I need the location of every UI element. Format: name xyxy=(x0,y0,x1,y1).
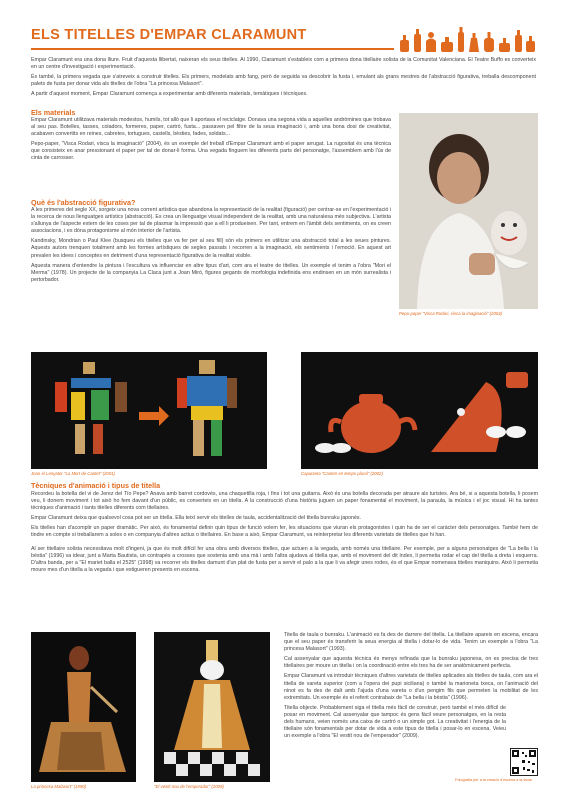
portrait-photo xyxy=(399,113,538,309)
title-divider xyxy=(31,48,394,50)
table-puppet-text xyxy=(284,632,538,743)
table-paragraph: Empar Claramunt va introduir tècniques d'altres varietats de titelles aplicades als titelles de taula, com ara el titella de vareta superior (com a l'opera dei pupi siciliana) o també la marioneta txeca, on l'animació del ninot es fa des de dalt amb l'ajuda d'una vareta o d'un pengim fils que permeten la mobilitat de les extremitats. Un exemple és el referit contrabaix de "La bella i la bèstia" (1996). xyxy=(284,673,538,701)
materials-paragraph: Empar Claramunt utilitzava materials modestos, humils, tot allò que li aportava el reciclatge. Donava una segona vida a aquelles andròmines que trobava al seu pas. Botelles, tasses, coladors, formeres, paper, cartró, fusta... passaven pel filtre de la seua imaginació i, amb una bona dosi de creativitat, acabaven convertits en reines, cabretes, tortugues, castells, bèsties, fades, soldats... xyxy=(31,117,391,138)
table-paragraph: Titella objecte. Probablement siga el titella més fàcil de construir, però també el més difícil de posar en moviment. Cal assenyalar que tampoc és gens fàcil veure personatges, en la resta dels humans, veien només una caixa de cartró o un simple got. La creativitat i l'energia de la titellaire són fonamentals per dotar de vida a este tipus de titella i posar-lo en escena. Veieu un exemple a l'obra "El vestit nou de l'emperador" (2009). xyxy=(284,704,506,740)
intro-text xyxy=(31,57,536,101)
wood-puppet-caption: Joan el Lenyator "La Mort de Cantet" (2001) xyxy=(31,471,116,476)
teapot-puppet-caption: Caputxeta "Canten en temps plural" (2002) xyxy=(301,471,383,476)
intro-paragraph: És també, la primera vegada que s'atreveix a construir titelles. Els primers, modelats amb fang, però de seguida va descobrir la fusta i, emulant als grans mestres de l'abstracció figurativa, treballa descomponent palets de fusta per donar vida als titelles de l'obra "La princesa Malasort". xyxy=(31,74,536,88)
princess-caption: La princesa Malasort" (1990) xyxy=(31,784,87,789)
qr-code[interactable] xyxy=(510,748,538,776)
intro-paragraph: Empar Claramunt era una dona lliure. Fruit d'aquesta llibertat, naixeran els seus titelles. Al 1990, Claramunt s'estableix com a primera dona titellaire solista de la Comunitat Valenciana. El Teatre Buffo es converteix en un centre d'investigació i experimentació. xyxy=(31,57,536,71)
princess-puppet-photo xyxy=(31,632,136,782)
materials-heading: Els materials xyxy=(31,108,76,117)
qr-note: Fotografia per a la creació d'escena a la taula xyxy=(455,778,532,782)
puppet-bottles-icon xyxy=(398,26,538,52)
abstraction-paragraph: Kandinsky, Mondrian o Paul Klee (busqueu els titelles que va fer per al seu fill) són els primers en utilitzar una abstracció total a les seues pintures. Aquests autors trenquen totalment amb les formes artístiques de segles passats i recorren a la imaginació, els sentiments i l'emoció. En aquest art prevalen les idees i conceptes en detriment d'una representació figurativa de la realitat visible. xyxy=(31,238,391,259)
intro-paragraph: A partir d'aquest moment, Empar Claramunt comença a experimentar amb diferents materials, temàtiques i tècniques. xyxy=(31,91,308,98)
abstraction-paragraph: Aquesta manera d'entendre la pintura i l'escultura va influenciar en altre tipus d'art, com ara el teatre de titelles. Un exemple el tenim a l'obra "Mori el Merma" (1978). Un projecte de la companyia La Claca junt a Joan Miró, figures gegants de morfologia indefinida ens endinsen en un món surrealista i pertorbador. xyxy=(31,262,391,283)
portrait-caption: Pepo-paper "Visca Rodari, visca la imaginació" (2004) xyxy=(399,311,503,316)
table-paragraph: Titella de taula o bunraku. L'animació es fa des de darrere del titella. La titellaire apareix en escena, encara que el seu paper és transferir la seua energia al titella i dotar-lo de vida. Tenim un exemple a l'obra "La princesa Malasort" (1993). xyxy=(284,632,538,653)
page-title: ELS TITELLES D'EMPAR CLARAMUNT xyxy=(31,27,307,43)
techniques-heading: Tècniques d'animació i tipus de titella xyxy=(31,481,161,490)
emperor-caption: "El vestit nou de l'emperador" (2009) xyxy=(154,784,224,789)
techniques-paragraph: Al ser titellaire solista necessitava molt d'ingeni, ja que és molt difícil fer una obra amb diversos titelles, que actuen a la vegada, amb només una titellaire. Per exemple, per a alguns personatges de "La bella i la bèstia" (1996) va idear, junt a Marta Bautista, un contrapès a crosses que sostenia amb una mà i amb l'altra ajudava al titella que, amb el moviment del dit índex, li permetia rodar el cap del titella a dreta i esquerra. D'altra banda, per a "El mariet balla el 2525" (1998) va recorrer els titelles damunt d'un plat de fusta per a servir el palo a la que li va afegir unes rodes, és el que Empar nomenava titelles maniquins. Això li permetia moure mes d'un titella a la vegada i que estigueren presents en escena. xyxy=(31,545,538,573)
materials-text xyxy=(31,117,391,166)
materials-paragraph: Pepo-paper, "Visca Rodari, visca la imaginació" (2004), és un exemple del treball d'Empar Claramunt amb el paper arrugat. La rugositat és una tècnica que consisteix en anar pressionant el paper per tal de donar-li forma. Una vegada finguem les diferents parts del personatge, l'assemblem amb l'ús de cinta de carrosser. xyxy=(31,141,391,162)
abstraction-heading: Què és l'abstracció figurativa? xyxy=(31,198,136,207)
teapot-puppet-photo xyxy=(301,352,538,469)
abstraction-text xyxy=(31,207,391,287)
techniques-text xyxy=(31,491,538,577)
techniques-paragraph: Empar Claramunt deixa que qualsevol cosa pot ser un titella. Ella teixí servir els titelles de taula, accidentalització del titella bunraku japonès. xyxy=(31,515,362,522)
techniques-paragraph: Els titelles han d'acomplir un paper dramàtic. Per això, és fonamental definir quin tipus de funció volem fer, les situacions que viuran els protagonistes i quin ha de ser el caràcter dels personatges. També hem de tindre en compte si treballarem a soles o en companyia d'altres actius o titellaires. En base a això, Empar Claramunt, va reinterpretar les diferents varietats de titelles que hi han. xyxy=(31,525,538,539)
abstraction-paragraph: A les primeres del segle XX, sorgeix una nova corrent artística que abandona la representació de la realitat (figuració) per centrar-se en l'experimentació i la recerca de nous llenguatges artístics (abstracció). Es crea un llenguatge visual independent de la realitat, amb una naturalesa més subjectiva. L'artista s'allunya de l'aspecte extern de les coses per tal de plasmar la impressió que a ell li produeixen. Per tant, entrem en l'àmbit dels sentiments, on es creen associacions, i es dóna protagonisme al món interior de l'artista. xyxy=(31,207,391,235)
table-paragraph: Cal assenyalar que aquesta tècnica és menys refinada que la bunraku japonesa, on es precisa de tres titellaires per moure un titella i on la coordinació entre els tres ha de ser anatòmicament perfecta. xyxy=(284,656,538,670)
emperor-puppet-photo xyxy=(154,632,270,782)
wood-puppet-photo xyxy=(31,352,267,469)
techniques-paragraph: Recordeu la botella del vi de Jerez del Tío Pepe? Anava amb barret cordovès, una chaquetilla roja, i fins i tot una guitarra. Això és una botella decorada per atraure als turistes. Ara bé, si a aquesta botella, li posem veu, li donem moviment i tot això ho fem davant d'un públic, es converteix en un titella. A la construcció d'una història juguen un paper fonamental el moviment, la paraula, la música i el joc visual. Hi ha tantes tècniques d'animació i tants titelles diferents com titellaires. xyxy=(31,491,538,512)
